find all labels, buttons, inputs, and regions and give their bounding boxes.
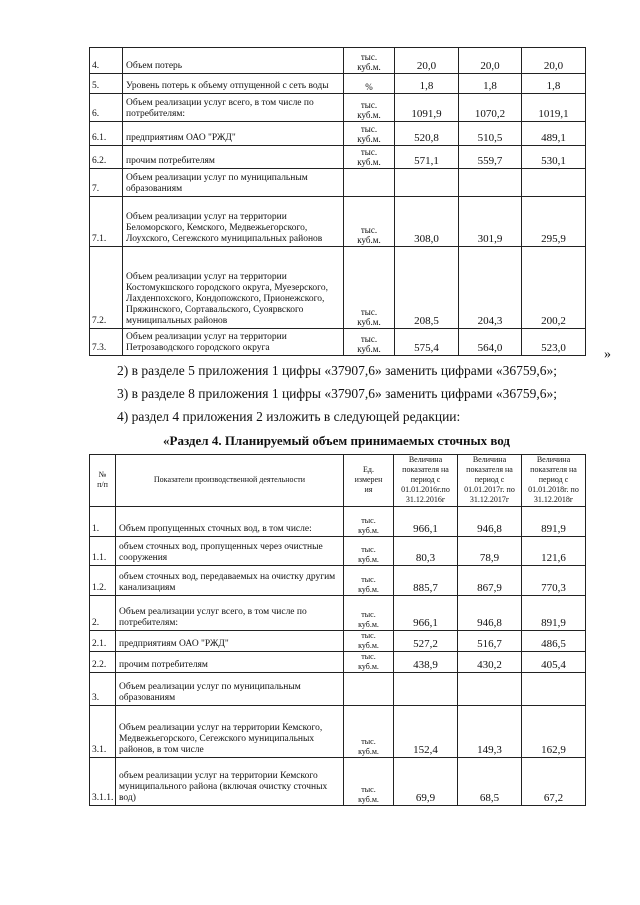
value-2017: 946,8 — [458, 507, 522, 537]
row-number: 6.1. — [90, 122, 123, 146]
value-2018: 121,6 — [522, 537, 586, 566]
row-indicator: объем сточных вод, передаваемых на очистку другим канализациям — [116, 566, 344, 596]
row-number: 7.1. — [90, 197, 123, 247]
value-2017: 149,3 — [458, 706, 522, 758]
row-number: 1.1. — [90, 537, 116, 566]
row-unit: тыс. куб.м. — [344, 566, 394, 596]
paragraph-2: 2) в разделе 5 приложения 1 цифры «37907,6» заменить цифрами «36759,6»; — [117, 363, 558, 378]
value-2017: 946,8 — [458, 596, 522, 631]
value-2018: 891,9 — [522, 507, 586, 537]
value-2017: 20,0 — [459, 48, 522, 74]
row-unit: тыс. куб.м. — [344, 122, 395, 146]
row-unit: тыс. куб.м. — [344, 247, 395, 329]
value-2016: 1091,9 — [395, 94, 459, 122]
row-indicator: предприятиям ОАО "РЖД" — [116, 631, 344, 652]
value-2016: 152,4 — [394, 706, 458, 758]
row-number: 6.2. — [90, 146, 123, 169]
value-2017: 559,7 — [459, 146, 522, 169]
value-2017: 510,5 — [459, 122, 522, 146]
row-unit: тыс. куб.м. — [344, 94, 395, 122]
table-row — [90, 247, 586, 329]
value-2018 — [522, 673, 586, 706]
value-2016: 520,8 — [395, 122, 459, 146]
table-row — [90, 652, 586, 673]
value-2018: 770,3 — [522, 566, 586, 596]
row-unit — [344, 169, 395, 197]
value-2018: 1019,1 — [522, 94, 586, 122]
table-row — [90, 197, 586, 247]
value-2017: 301,9 — [459, 197, 522, 247]
value-2016 — [395, 169, 459, 197]
row-indicator: предприятиям ОАО "РЖД" — [123, 122, 344, 146]
row-unit: тыс. куб.м. — [344, 758, 394, 806]
table2-header-row — [90, 455, 586, 507]
table-row — [90, 94, 586, 122]
paragraph-4: 4) раздел 4 приложения 2 изложить в следующей редакции: — [117, 409, 461, 424]
header-num: № п/п — [90, 455, 116, 507]
row-indicator: Объем реализации услуг по муниципальным образованиям — [123, 169, 344, 197]
value-2018: 20,0 — [522, 48, 586, 74]
row-indicator: Объем реализации услуг всего, в том числе по потребителям: — [123, 94, 344, 122]
value-2018: 67,2 — [522, 758, 586, 806]
value-2017: 1070,2 — [459, 94, 522, 122]
row-indicator: прочим потребителям — [116, 652, 344, 673]
value-2017: 78,9 — [458, 537, 522, 566]
value-2018: 523,0 — [522, 329, 586, 356]
value-2016: 571,1 — [395, 146, 459, 169]
value-2017: 867,9 — [458, 566, 522, 596]
table-row — [90, 566, 586, 596]
table-row — [90, 146, 586, 169]
value-2017: 68,5 — [458, 758, 522, 806]
value-2016: 1,8 — [395, 74, 459, 94]
table-row — [90, 122, 586, 146]
value-2016: 208,5 — [395, 247, 459, 329]
row-number: 7.3. — [90, 329, 123, 356]
value-2016: 80,3 — [394, 537, 458, 566]
table-row — [90, 706, 586, 758]
table-row — [90, 673, 586, 706]
row-number: 3.1. — [90, 706, 116, 758]
row-unit: % — [344, 74, 395, 94]
value-2016: 20,0 — [395, 48, 459, 74]
table-row — [90, 758, 586, 806]
table2-body — [90, 507, 586, 806]
row-indicator: Объем реализации услуг на территории Петрозаводского городского округа — [123, 329, 344, 356]
row-indicator: Объем реализации услуг всего, в том числе по потребителям: — [116, 596, 344, 631]
value-2016: 69,9 — [394, 758, 458, 806]
row-unit: тыс. куб.м. — [344, 48, 395, 74]
row-number: 6. — [90, 94, 123, 122]
header-name: Показатели производственной деятельности — [116, 455, 344, 507]
closing-quote: » — [604, 347, 611, 362]
row-unit: тыс. куб.м. — [344, 631, 394, 652]
table-row — [90, 329, 586, 356]
paragraph-3: 3) в разделе 8 приложения 1 цифры «37907,6» заменить цифрами «36759,6»; — [117, 386, 558, 401]
value-2018: 530,1 — [522, 146, 586, 169]
row-number: 5. — [90, 74, 123, 94]
row-number: 2. — [90, 596, 116, 631]
value-2017: 430,2 — [458, 652, 522, 673]
section-title: «Раздел 4. Планируемый объем принимаемых сточных вод — [163, 433, 510, 448]
table-row — [90, 507, 586, 537]
table-row — [90, 537, 586, 566]
row-unit: тыс. куб.м. — [344, 537, 394, 566]
row-unit: тыс. куб.м. — [344, 652, 394, 673]
table-row — [90, 48, 586, 74]
row-indicator: Объем реализации услуг по муниципальным образованиям — [116, 673, 344, 706]
value-2017: 564,0 — [459, 329, 522, 356]
value-2018: 162,9 — [522, 706, 586, 758]
header-2018: Величина показателя на период с 01.01.2018г. по 31.12.2018г — [522, 455, 586, 507]
row-indicator: Объем реализации услуг на территории Беломорского, Кемского, Медвежьегорского, Лоухского, Сегежского муниципальных районов — [123, 197, 344, 247]
value-2017 — [458, 673, 522, 706]
row-number: 1. — [90, 507, 116, 537]
value-2018: 295,9 — [522, 197, 586, 247]
row-unit: тыс. куб.м. — [344, 596, 394, 631]
wastewater-volume-table — [89, 454, 586, 806]
row-unit: тыс. куб.м. — [344, 706, 394, 758]
value-2017: 516,7 — [458, 631, 522, 652]
value-2016: 966,1 — [394, 507, 458, 537]
value-2016: 527,2 — [394, 631, 458, 652]
value-2017: 1,8 — [459, 74, 522, 94]
row-number: 3.1.1. — [90, 758, 116, 806]
value-2018: 489,1 — [522, 122, 586, 146]
row-number: 2.2. — [90, 652, 116, 673]
header-2017: Величина показателя на период с 01.01.2017г. по 31.12.2017г — [458, 455, 522, 507]
value-2016: 885,7 — [394, 566, 458, 596]
row-indicator: объем реализации услуг на территории Кемского муниципального района (включая очистку сточных вод) — [116, 758, 344, 806]
header-2016: Величина показателя на период с 01.01.2016г.по 31.12.2016г — [394, 455, 458, 507]
row-indicator: Уровень потерь к объему отпущенной с сеть воды — [123, 74, 344, 94]
table-row — [90, 169, 586, 197]
value-2016: 575,4 — [395, 329, 459, 356]
table1-body — [90, 48, 586, 356]
row-unit — [344, 673, 394, 706]
value-2016: 966,1 — [394, 596, 458, 631]
value-2018: 891,9 — [522, 596, 586, 631]
row-indicator: прочим потребителям — [123, 146, 344, 169]
row-number: 4. — [90, 48, 123, 74]
row-unit: тыс. куб.м. — [344, 197, 395, 247]
row-unit: тыс. куб.м. — [344, 329, 395, 356]
row-indicator: объем сточных вод, пропущенных через очистные сооружения — [116, 537, 344, 566]
water-volume-table — [89, 47, 586, 356]
value-2018: 486,5 — [522, 631, 586, 652]
row-indicator: Объем реализации услуг на территории Кемского, Медвежьегорского, Сегежского муниципальных районов, в том числе — [116, 706, 344, 758]
row-unit: тыс. куб.м. — [344, 507, 394, 537]
header-unit: Ед. измерен ия — [344, 455, 394, 507]
value-2016 — [394, 673, 458, 706]
value-2016: 308,0 — [395, 197, 459, 247]
row-indicator: Объем реализации услуг на территории Костомукшского городского округа, Муезерского, Лахденпохского, Кондопожского, Прионежского, Пряжинского, Сортавальского, Суоярвского муниципальных районов — [123, 247, 344, 329]
row-number: 1.2. — [90, 566, 116, 596]
value-2018 — [522, 169, 586, 197]
row-unit: тыс. куб.м. — [344, 146, 395, 169]
value-2017: 204,3 — [459, 247, 522, 329]
value-2018: 1,8 — [522, 74, 586, 94]
row-indicator: Объем пропущенных сточных вод, в том числе: — [116, 507, 344, 537]
row-number: 7. — [90, 169, 123, 197]
table-row — [90, 74, 586, 94]
value-2016: 438,9 — [394, 652, 458, 673]
value-2017 — [459, 169, 522, 197]
row-number: 3. — [90, 673, 116, 706]
value-2018: 405,4 — [522, 652, 586, 673]
row-indicator: Объем потерь — [123, 48, 344, 74]
table-row — [90, 596, 586, 631]
value-2018: 200,2 — [522, 247, 586, 329]
row-number: 7.2. — [90, 247, 123, 329]
table-row — [90, 631, 586, 652]
row-number: 2.1. — [90, 631, 116, 652]
